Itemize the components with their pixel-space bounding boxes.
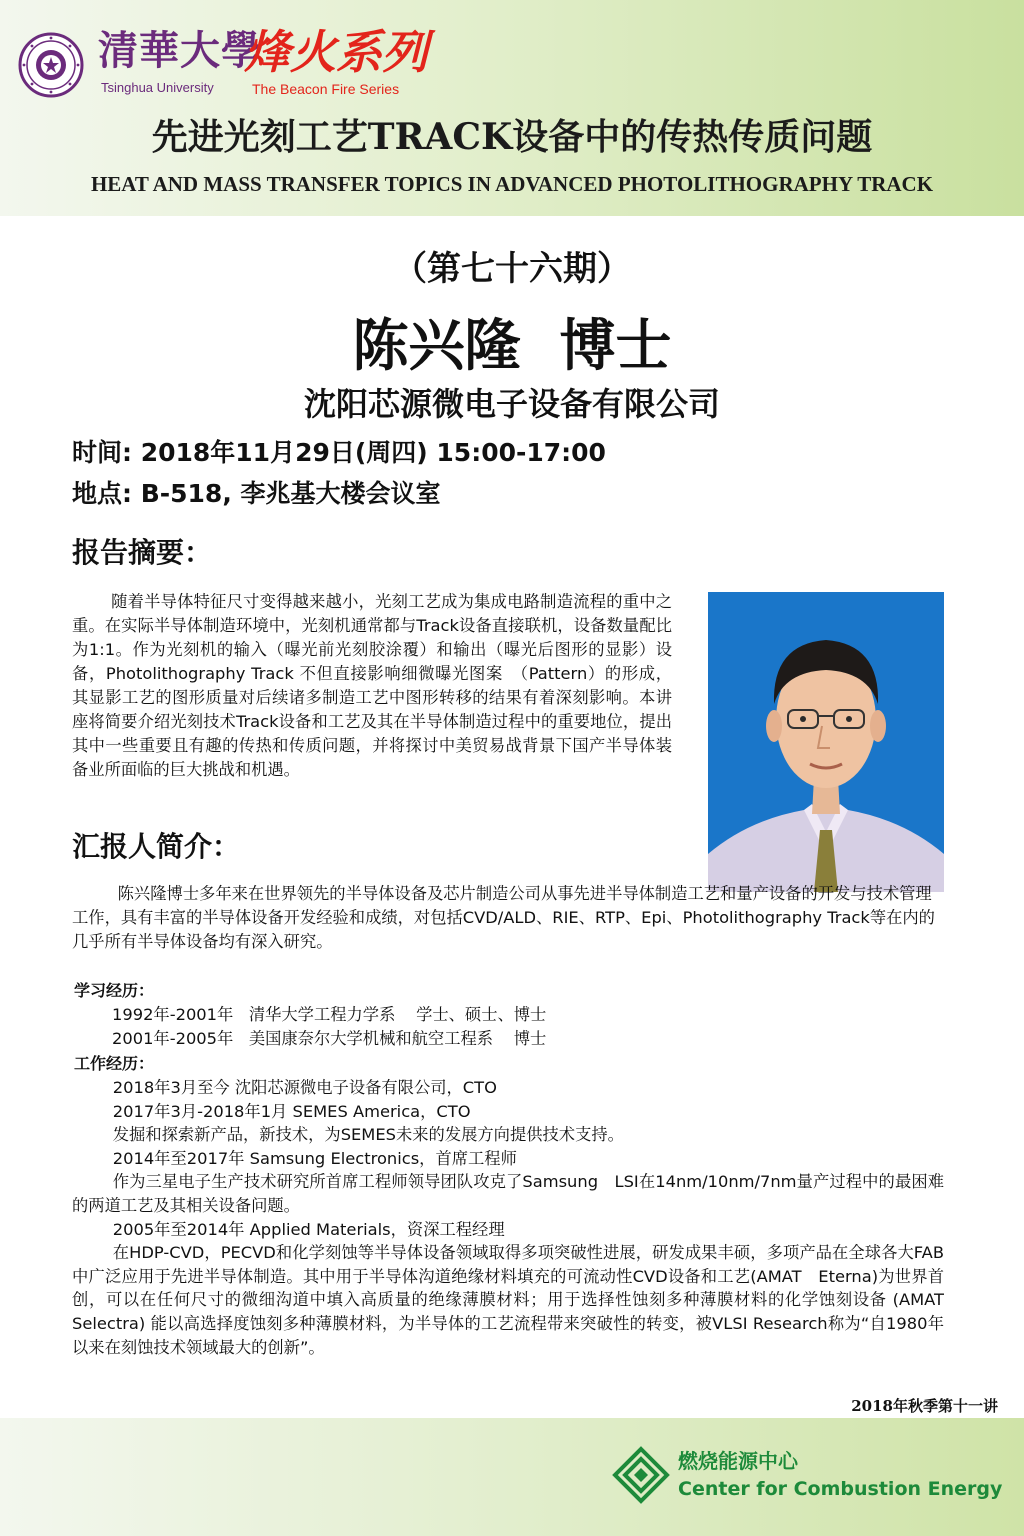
abstract-text: 随着半导体特征尺寸变得越来越小，光刻工艺成为集成电路制造流程的重中之重。在实际半导体制造环境中，光刻机通常都与Track设备直接联机，设备数量配比为1:1。作为光刻机的输入（曝光前光刻胶涂覆）和输出（曝光后图形的显影）设备，Photolithography Track 不但直接影响细微曝光图案 （Pattern）的形成，其显影工艺的图形质量对后续诸多制造工艺中图形转移的结果有着深刻影响。本讲座将简要介绍光刻技术Track设备和工艺及其在半导体制造过程中的重要地位，提出其中一些重要且有趣的传热和传质问题，并将探讨中美贸易战背景下国产半导体装备业所面临的巨大挑战和机遇。	[72, 592, 672, 779]
series-logo-subtitle: The Beacon Fire Series	[252, 81, 400, 97]
combustion-center-name-en: Center for Combustion Energy	[678, 1478, 1003, 1500]
work-item: 2017年3月-2018年1月 SEMES America，CTO	[112, 1101, 471, 1121]
combustion-center-logo-icon	[612, 1446, 670, 1504]
abstract-heading: 报告摘要：	[72, 536, 213, 569]
education-heading: 学习经历：	[74, 981, 155, 1000]
issue-number: （第七十六期）	[393, 249, 631, 289]
bio-intro: 陈兴隆博士多年来在世界领先的半导体设备及芯片制造公司从事先进半导体制造工艺和量产设备的开发与技术管理工作，具有丰富的半导体设备开发经验和成绩，对包括CVD/ALD、RIE、RTP、Epi、Photolithography Track等在内的几乎所有半导体设备均有深入研究。	[72, 884, 935, 951]
work-item: 2005年至2014年 Applied Materials，资深工程经理	[112, 1219, 505, 1239]
education-item: 2001年-2005年 美国康奈尔大学机械和航空工程系 博士	[112, 1029, 547, 1048]
work-item: 在HDP-CVD，PECVD和化学刻蚀等半导体设备领域取得多项突破性进展，研发成果丰硕，多项产品在全球各大FAB中广泛应用于先进半导体制造。其中用于半导体沟道绝缘材料填充的可流动性CVD设备和工艺(AMAT Eterna)为世界首创，可以在任何尺寸的微细沟道中填入高质量的绝缘薄膜材料；用于选择性蚀刻多种薄膜材料的化学蚀刻设备 (AMAT Selectra) 能以高选择度蚀刻多种薄膜材料，为半导体的工艺流程带来突破性的转变，被VLSI Research称为“自1980年以来在刻蚀技术领域最大的创新”。	[72, 1243, 944, 1357]
work-item: 2018年3月至今 沈阳芯源微电子设备有限公司，CTO	[112, 1078, 497, 1097]
work-item: 作为三星电子生产技术研究所首席工程师领导团队攻克了Samsung LSI在14nm/10nm/7nm量产过程中的最困难的两道工艺及其相关设备问题。	[72, 1172, 944, 1215]
combustion-center-name-cn: 燃烧能源中心	[678, 1449, 798, 1473]
speaker-photo	[708, 592, 944, 892]
work-item: 2014年至2017年 Samsung Electronics，首席工程师	[112, 1148, 517, 1168]
talk-title-en: HEAT AND MASS TRANSFER TOPICS IN ADVANCED PHOTOLITHOGRAPHY TRACK	[90, 172, 934, 196]
work-heading: 工作经历：	[74, 1054, 155, 1073]
tsinghua-logo-text: 清華大學	[98, 27, 262, 74]
education-item: 1992年-2001年 清华大学工程力学系 学士、硕士、博士	[112, 1005, 547, 1024]
speaker-name: 陈兴隆 博士	[352, 314, 672, 379]
tsinghua-seal-icon	[18, 32, 84, 98]
work-item: 发掘和探索新产品，新技术，为SEMES未来的发展方向提供技术支持。	[112, 1125, 624, 1145]
series-logo-text: 烽火系列	[244, 25, 428, 79]
tsinghua-logo-subtitle: Tsinghua University	[101, 80, 214, 95]
work-history	[72, 1076, 944, 1359]
bio-heading: 汇报人简介：	[72, 830, 241, 863]
event-time: 时间: 2018年11月29日(周四) 15:00-17:00	[72, 438, 606, 467]
lecture-number: 2018年秋季第十一讲	[851, 1397, 998, 1415]
talk-title-cn: 先进光刻工艺TRACK设备中的传热传质问题	[151, 116, 873, 158]
speaker-company: 沈阳芯源微电子设备有限公司	[303, 385, 720, 423]
event-location: 地点: B-518, 李兆基大楼会议室	[72, 479, 441, 508]
